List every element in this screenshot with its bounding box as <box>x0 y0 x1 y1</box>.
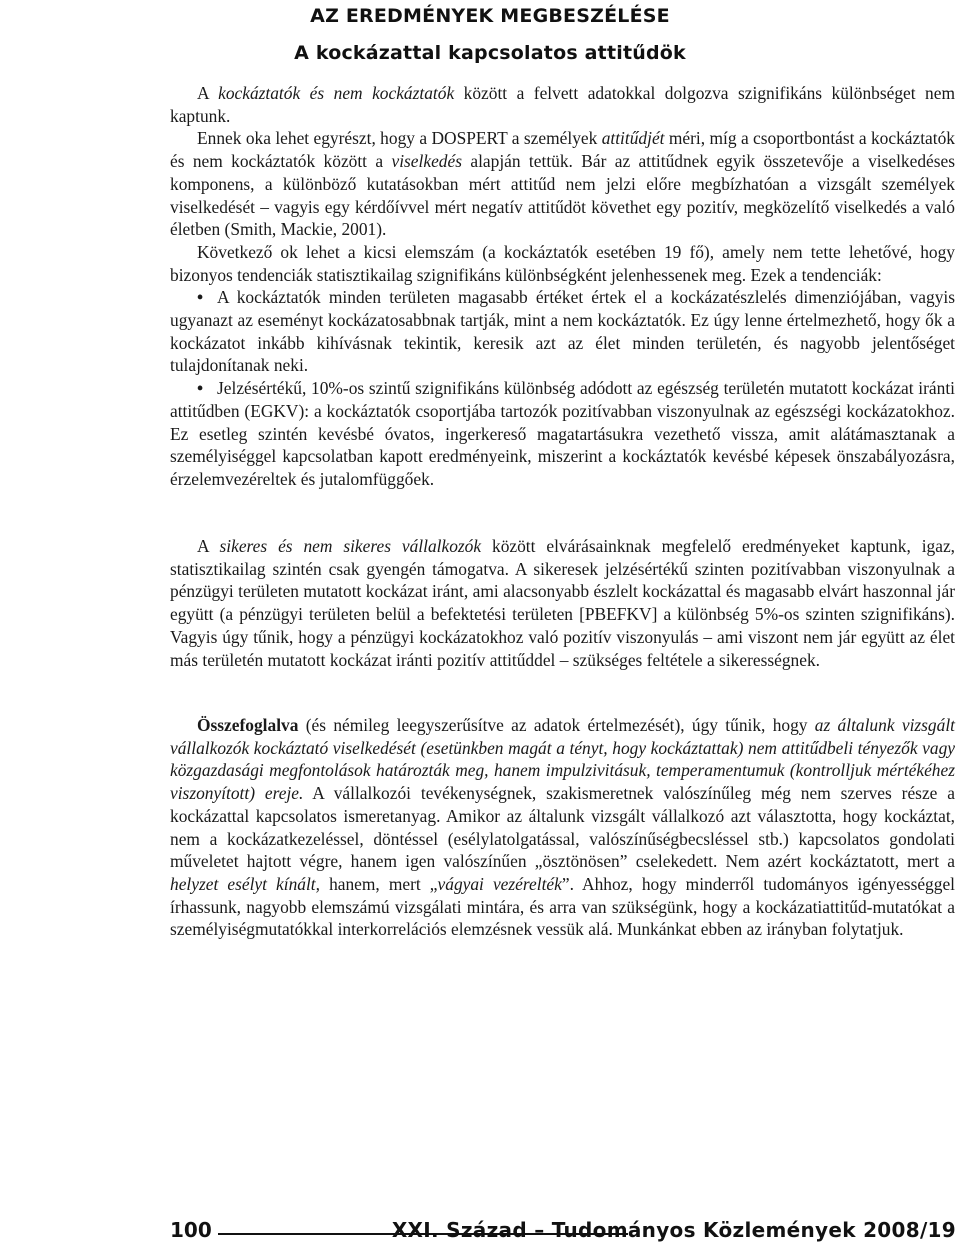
paragraph-2: Ennek oka lehet egyrészt, hogy a DOSPERT a személyek attitűdjét méri, míg a csoportbontást a kockáztatók és nem kockáztatók között a viselkedés alapján tettük. Bár az attitűdnek egyik összetevője a viselkedéses komponens, a különböző kutatásokban mért attitűd nem jelzi előre megbízhatóan a vizsgált személyek viselkedését – vagyis egy kérdőívvel mért negatív attitűdöt követhet egy pozitív, megközelítő viselkedés a való életben (Smith, Mackie, 2001). <box>170 128 956 240</box>
subsection-title: A kockázattal kapcsolatos attitűdök <box>294 42 686 64</box>
bullet-icon: • <box>197 287 204 308</box>
journal-title: XXI. Század – Tudományos Közlemények 2008/19 <box>391 1218 956 1242</box>
paragraph-4: A sikeres és nem sikeres vállalkozók között elvárásainknak megfelelő eredményeket kaptunk, igaz, statisztikailag szintén csak gyengén támogatva. A sikeresek jelzésértékű szinten pozitívabban viszonyulnak a pénzügyi területen mutatott kockázat iránt, ami alacsonyabb észlelt kockázattal és magasabb elvárt haszonnal jár együtt (a pénzügyi területen belül a befektetési területen [PBEFKV] a különbség 5%-os szinten szignifikáns). Vagyis úgy tűnik, hogy a pénzügyi kockázatokhoz való pozitív viszonyulás – ami viszont nem jár együtt az élet más területén mutatott kockázat iránti pozitív attitűddel – szükséges feltétele a sikerességnek. <box>170 536 956 670</box>
results-discussion-block <box>170 82 955 491</box>
bullet-item-1: • A kockáztatók minden területen magasabb értéket értek el a kockázatészlelés dimenziójában, vagyis ugyanazt az eseményt kockázatosabbnak tartják, mint a nem kockáztatók. Ez úgy lenne értelmezhető, hogy ők a kockázatot inkább kihívásnak tekintik, keresik azt az élet minden területén, és nagyobb jelentőséget tulajdonítanak neki. <box>170 287 955 376</box>
bullet-item-2: • Jelzésértékű, 10%-os szintű szignifikáns különbség adódott az egészség területén mutatott kockázat iránti attitűdben (EGKV): a kockáztatók csoportjába tartozók pozitívabban viszonyulnak az egészségi kockázatokhoz. Ez esetleg szintén kevésbé óvatos, ingerkereső magatartásukra vezethető vissza, amit alátámasztanak a személyiséggel kapcsolatban kapott eredményeink, miszerint a kockáztatók kevésbé képesek önszabályozásra, érzelemvezéreltek és jutalomfüggőek. <box>170 378 955 489</box>
paragraph-5-summary: Összefoglalva (és némileg leegyszerűsítve az adatok értelmezését), úgy tűnik, hogy az általunk vizsgált vállalkozók kockáztató viselkedését (esetünkben magát a tényt, hogy kockáztattak) nem attitűdbeli tényezők vagy közgazdasági megfontolások határozták meg, hanem impulzivitásuk, temperamentumuk (kontrolljuk mértékéhez viszonyított) ereje. A vállalkozói tevékenységnek, szakismeretnek valószínűleg még nem szerves része a kockázattal kapcsolatos ismeretanyag. Amikor az általunk vizsgált vállalkozó azt választotta, hogy kockáztat, nem a kockázatkezeléssel, döntéssel (esélylatolgatással, valószínűségbecsléssel stb.) kapcsolatos gondolati műveletet hajtott végre, hanem igen valószínűen „ösztönösen” cselekedett. Nem azért kockáztatott, mert a helyzet esélyt kínált, hanem, mert „vágyai vezérelték”. Ahhoz, hogy minderről tudományos igényességgel írhassunk, nagyobb elemszámú vizsgálati mintára, és arra van szükségünk, hogy a kockázatiattitűd-mutatókat a személyiségmutatókkal interkorrelációs elemzésnek vessük alá. Munkánkat ebben az irányban folytatjuk. <box>170 715 955 940</box>
paragraph-1: A kockáztatók és nem kockáztatók között a felvett adatokkal dolgozva szignifikáns különbséget nem kaptunk. <box>170 83 955 126</box>
summary-lead: Összefoglalva <box>197 715 299 735</box>
paragraph-3: Következő ok lehet a kicsi elemszám (a kockáztatók esetében 19 fő), amely nem tette lehetővé, hogy bizonyos tendenciák statisztikailag szignifikáns különbségként jelenhessenek meg. Ezek a tendenciák: <box>170 241 955 285</box>
section-title: AZ EREDMÉNYEK MEGBESZÉLÉSE <box>310 5 670 27</box>
page-footer <box>170 1216 956 1246</box>
bullet-icon: • <box>197 378 204 399</box>
page-number: 100 <box>170 1218 212 1242</box>
